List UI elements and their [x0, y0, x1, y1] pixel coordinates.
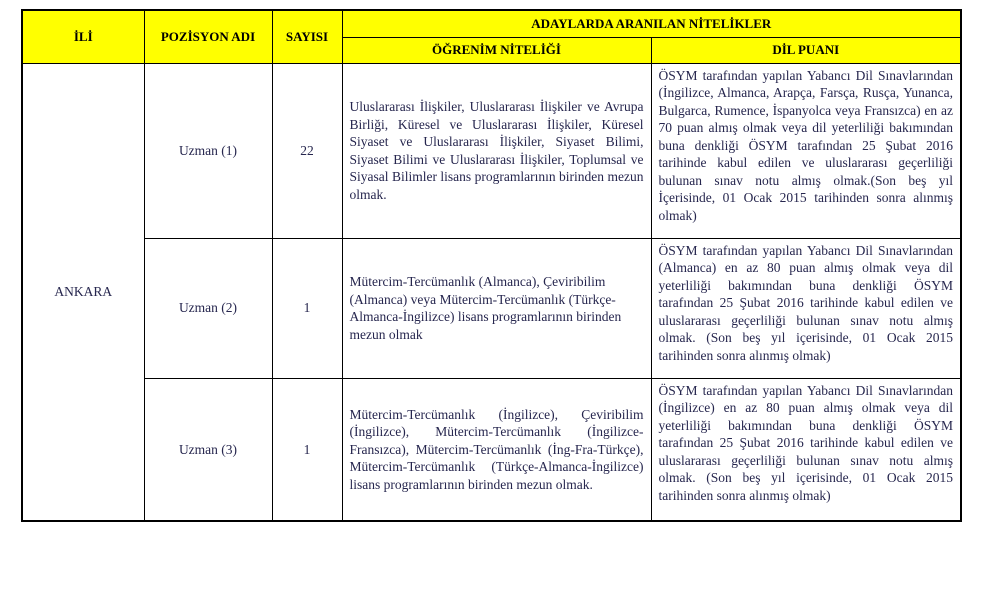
header-dil-puani: DİL PUANI [651, 37, 961, 63]
language-cell-1: ÖSYM tarafından yapılan Yabancı Dil Sınavlarından (İngilizce, Almanca, Arapça, Farsça, Rusça, Yunanca, Bulgarca, Rumence, İspanyolca veya Fransızca) en az 70 puan almış olmak veya dil yeterliliği bakımından buna denkliği ÖSYM tarafından 25 Şubat 2016 tarihinde kabul edilen ve uluslararası geçerliliği bulunan sınav notu almış olmak.(Son beş yıl İçerisinde, 01 Ocak 2015 tarihinden sonra alınmış olmak) [651, 63, 961, 238]
table-row-uzman-3 [22, 378, 961, 521]
header-row-top [22, 10, 961, 37]
count-cell-3: 1 [272, 378, 342, 521]
table-row-uzman-1 [22, 63, 961, 238]
header-ogrenim-niteligi: ÖĞRENİM NİTELİĞİ [342, 37, 651, 63]
header-sayisi: SAYISI [272, 10, 342, 63]
header-pozisyon-adi: POZİSYON ADI [144, 10, 272, 63]
position-cell-3: Uzman (3) [144, 378, 272, 521]
language-cell-3: ÖSYM tarafından yapılan Yabancı Dil Sınavlarından (İngilizce) en az 80 puan almış olmak veya dil yeterliliği bakımından buna denkliği ÖSYM tarafından 25 Şubat 2016 tarihinde kabul edilen ve uluslararası geçerliliği bulunan sınav notu almış olmak. (Son beş yıl içerisinde, 01 Ocak 2015 tarihinden sonra alınmış olmak) [651, 378, 961, 521]
city-cell: ANKARA [22, 63, 144, 521]
header-adaylarda-aranilan-nitelikler: ADAYLARDA ARANILAN NİTELİKLER [342, 10, 961, 37]
count-cell-2: 1 [272, 238, 342, 378]
position-cell-2: Uzman (2) [144, 238, 272, 378]
language-cell-2: ÖSYM tarafından yapılan Yabancı Dil Sınavlarından (Almanca) en az 80 puan almış olmak veya dil yeterliliği bakımından buna denkliği ÖSYM tarafından 25 Şubat 2016 tarihinde kabul edilen ve uluslararası geçerliliği bulunan sınav notu almış olmak. (Son beş yıl içerisinde, 01 Ocak 2015 tarihinden sonra alınmış olmak) [651, 238, 961, 378]
education-cell-1: Uluslararası İlişkiler, Uluslararası İlişkiler ve Avrupa Birliği, Küresel ve Uluslararası İlişkiler, Küresel Siyaset ve Uluslararası İlişkiler, Siyaset Bilimi, Siyaset Bilimi ve Uluslararası İlişkiler, Toplumsal ve Siyasal Bilimler lisans programlarının birinden mezun olmak. [342, 63, 651, 238]
count-cell-1: 22 [272, 63, 342, 238]
header-ili: İLİ [22, 10, 144, 63]
education-cell-2: Mütercim-Tercümanlık (Almanca), Çeviribilim (Almanca) veya Mütercim-Tercümanlık (Türkçe-Almanca-İngilizce) lisans programlarının birinden mezun olmak [342, 238, 651, 378]
table-row-uzman-2 [22, 238, 961, 378]
education-cell-3: Mütercim-Tercümanlık (İngilizce), Çeviribilim (İngilizce), Mütercim-Tercümanlık (İngilizce-Fransızca), Mütercim-Tercümanlık (İng-Fra-Türkçe), Mütercim-Tercümanlık (Türkçe-Almanca-İngilizce) lisans programlarının birinden mezun olmak. [342, 378, 651, 521]
recruitment-table [21, 9, 962, 522]
position-cell-1: Uzman (1) [144, 63, 272, 238]
